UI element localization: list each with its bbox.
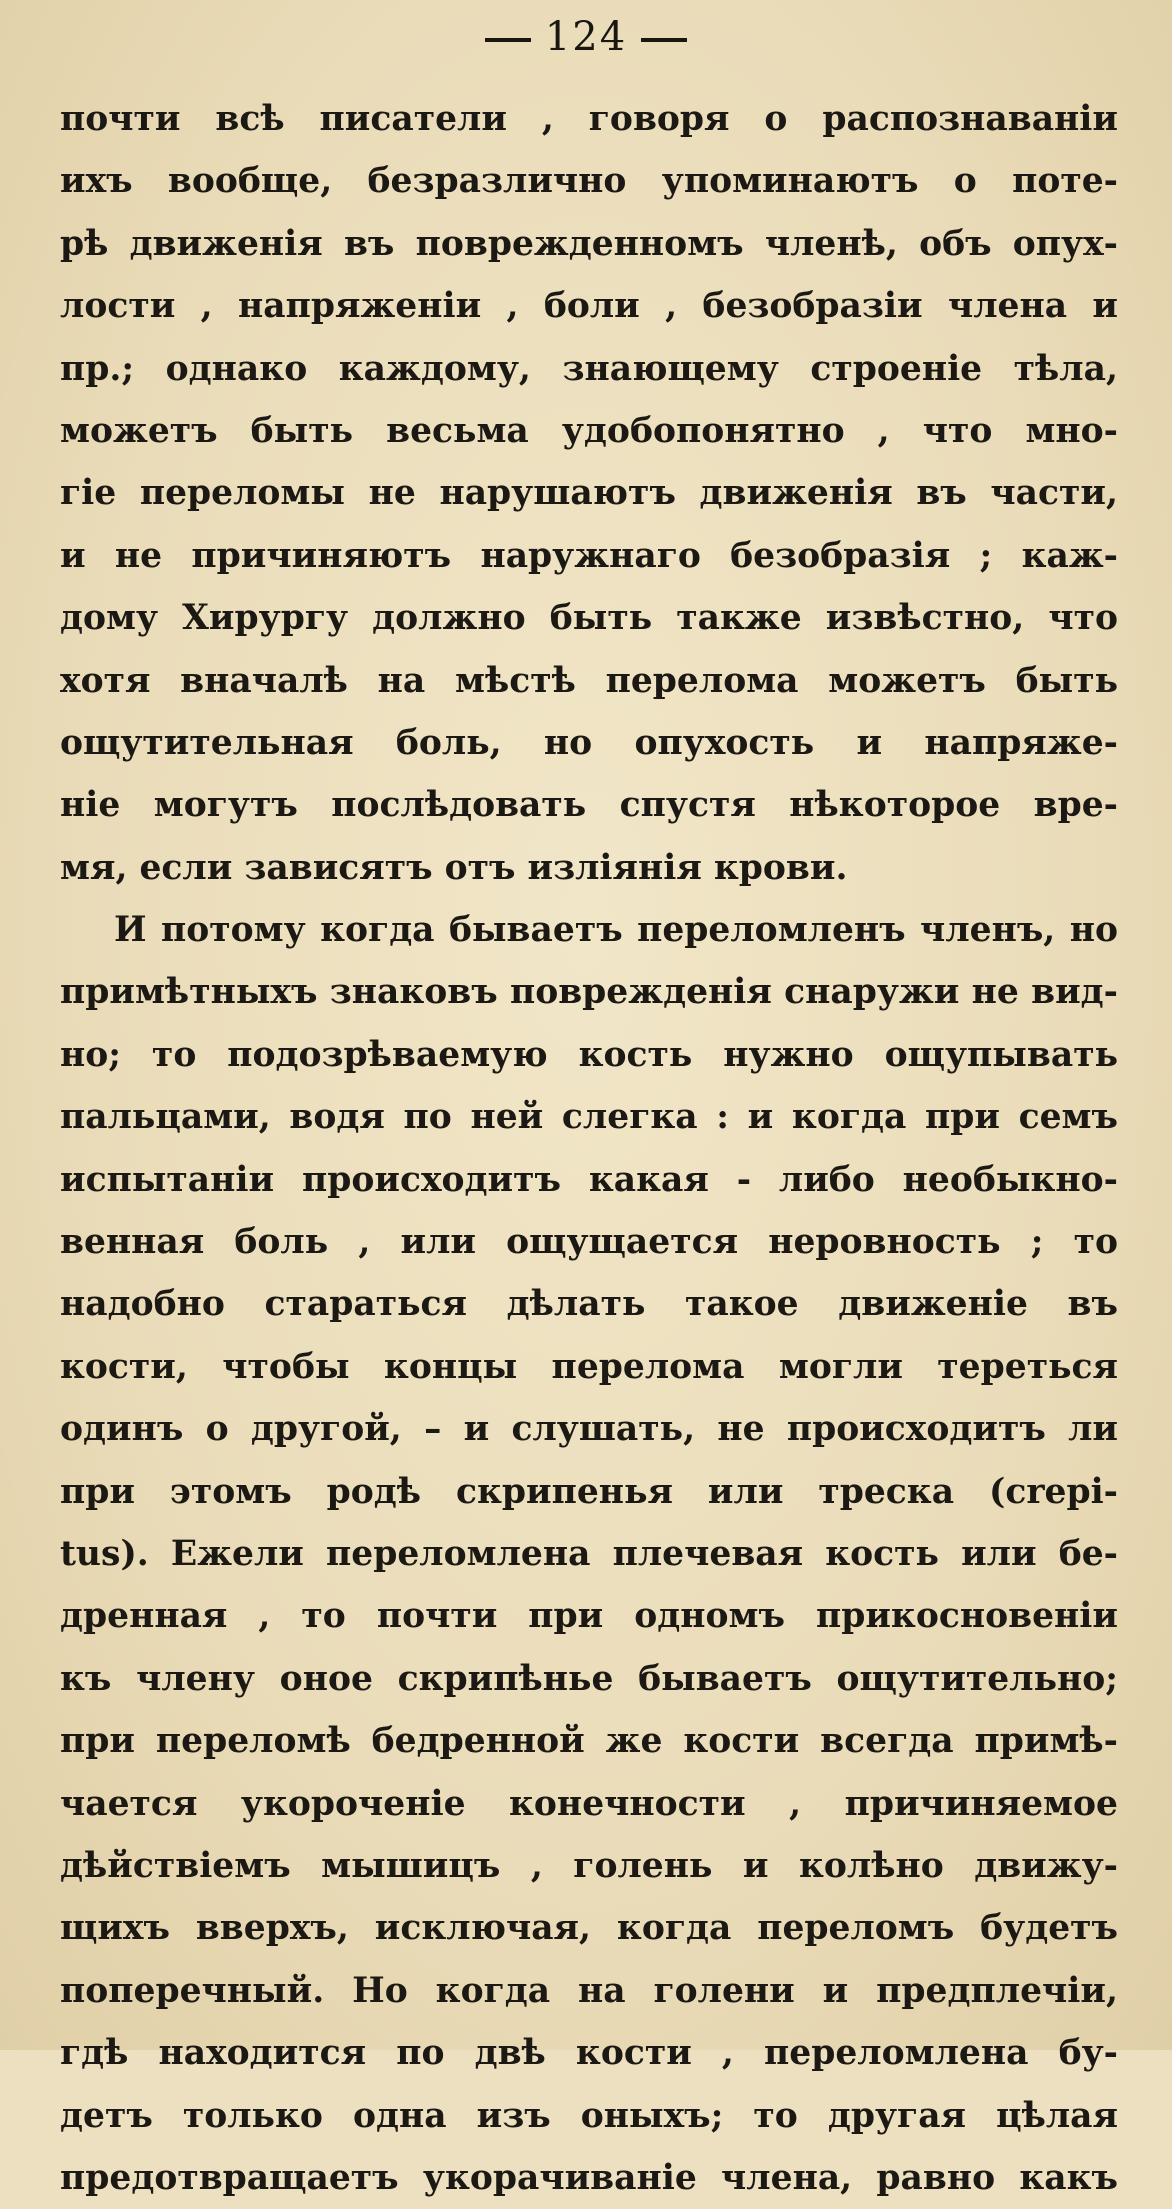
text-line: детъ только одна изъ оныхъ; то другая цѣлая (60, 2095, 1118, 2136)
text-line: испытаніи происходитъ какая - либо необыкно- (60, 1159, 1118, 1200)
text-line: дренная , то почти при одномъ прикосновеніи (60, 1596, 1118, 1637)
text-line: tus). Ежели переломлена плечевая кость или бе- (60, 1533, 1118, 1574)
text-line: надобно стараться дѣлать такое движеніе въ (60, 1284, 1118, 1325)
text-line: примѣтныхъ знаковъ поврежденія снаружи не вид- (60, 972, 1118, 1013)
text-line: поперечный. Но когда на голени и предплечіи, (60, 1970, 1118, 2011)
header-dash-right (641, 38, 687, 42)
text-line: при переломѣ бедренной же кости всегда примѣ- (60, 1721, 1118, 1762)
body-text (60, 88, 1118, 2209)
text-line: И потому когда бываетъ переломленъ членъ, но (114, 910, 1118, 951)
text-line: пр.; однако каждому, знающему строеніе тѣла, (60, 348, 1118, 389)
text-line: мя, если зависятъ отъ изліянія крови. (60, 847, 848, 888)
text-line: кости, чтобы концы перелома могли тереться (60, 1346, 1118, 1387)
text-line: ихъ вообще, безразлично упоминаютъ о поте- (60, 161, 1118, 202)
text-line: и не причиняютъ наружнаго безобразія ; каж- (60, 535, 1118, 576)
text-line: чается укороченіе конечности , причиняемое (60, 1783, 1118, 1824)
text-line: при этомъ родѣ скрипенья или треска (crepi- (60, 1471, 1118, 1512)
header-dash-left (485, 38, 531, 42)
text-line: одинъ о другой, – и слушать, не происходитъ ли (60, 1409, 1118, 1450)
page-header (0, 14, 1172, 60)
text-line: хотя вначалѣ на мѣстѣ перелома можетъ быть (60, 660, 1118, 701)
text-line: ніе могутъ послѣдовать спустя нѣкоторое вре- (60, 785, 1118, 826)
text-line: щихъ вверхъ, исключая, когда переломъ будетъ (60, 1908, 1118, 1949)
text-line: гдѣ находится по двѣ кости , переломлена бу- (60, 2033, 1118, 2074)
text-line: дѣйствіемъ мышицъ , голень и колѣно движу- (60, 1845, 1118, 1886)
text-line: но; то подозрѣваемую кость нужно ощупывать (60, 1034, 1118, 1075)
text-line: рѣ движенія въ поврежденномъ членѣ, объ опух- (60, 223, 1118, 264)
text-line: дому Хирургу должно быть также извѣстно, что (60, 598, 1118, 639)
text-line: къ члену оное скрипѣнье бываетъ ощутительно; (60, 1658, 1118, 1699)
text-line: ощутительная боль, но опухость и напряже- (60, 722, 1118, 763)
text-line: почти всѣ писатели , говоря о распознаваніи (60, 99, 1118, 139)
text-line: венная боль , или ощущается неровность ; то (60, 1222, 1118, 1263)
page-number: 124 (544, 14, 628, 60)
text-line: можетъ быть весьма удобопонятно , что мно- (60, 410, 1118, 451)
text-line: предотвращаетъ укорачиваніе члена, равно какъ (60, 2157, 1118, 2198)
text-line: лости , напряженіи , боли , безобразіи члена и (60, 286, 1118, 327)
text-line: пальцами, водя по ней слегка : и когда при семъ (60, 1097, 1118, 1138)
text-line: гіе переломы не нарушаютъ движенія въ части, (60, 473, 1118, 514)
